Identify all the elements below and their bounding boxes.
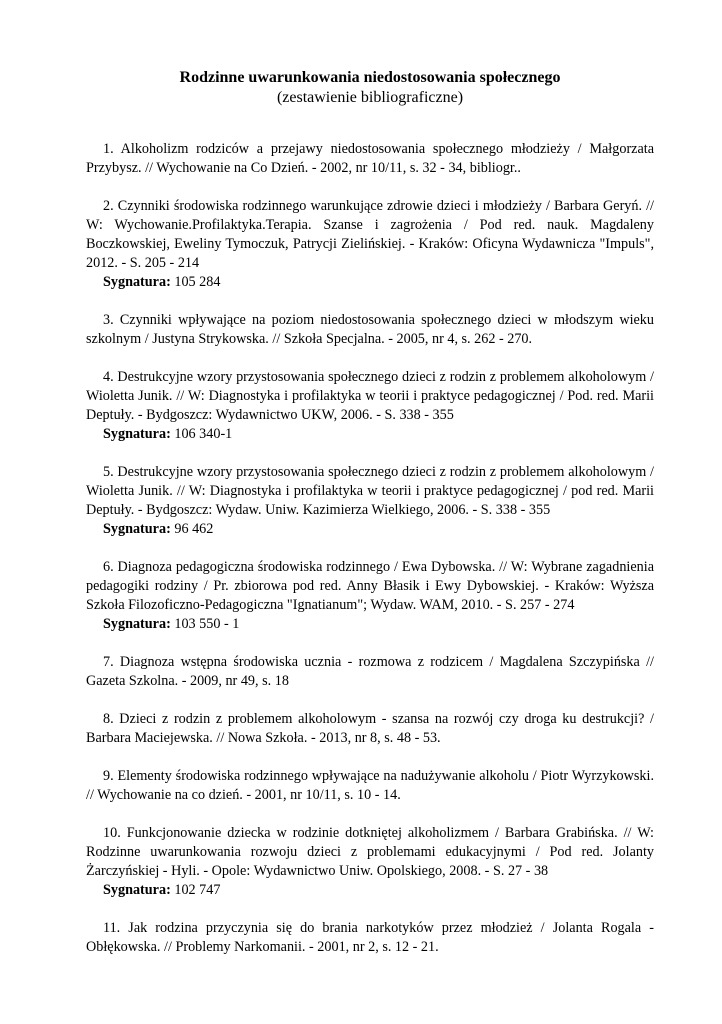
entry-citation: 7. Diagnoza wstępna środowiska ucznia - rozmowa z rodzicem / Magdalena Szczypińska // Gazeta Szkolna. - 2009, nr 49, s. 18 <box>86 654 654 689</box>
entry-citation: 1. Alkoholizm rodziców a przejawy niedostosowania społecznego młodzieży / Małgorzata Przybysz. // Wychowanie na Co Dzień. - 2002, nr 10/11, s. 32 - 34, bibliogr.. <box>86 141 654 176</box>
entry-citation: 8. Dzieci z rodzin z problemem alkoholowym - szansa na rozwój czy droga ku destrukcji? / Barbara Maciejewska. // Nowa Szkoła. - 2013, nr 8, s. 48 - 53. <box>86 711 654 746</box>
bibliography-entry <box>86 197 654 292</box>
signature-value: 96 462 <box>174 521 214 537</box>
entry-citation: 6. Diagnoza pedagogiczna środowiska rodzinnego / Ewa Dybowska. // W: Wybrane zagadnienia pedagogiki rodziny / Pr. zbiorowa pod red. Anny Błasik i Ewy Dybowskiej. - Kraków: Wyższa Szkoła Filozoficzno-Pedagogiczna "Ignatianum"; Wydaw. WAM, 2010. - S. 257 - 274 <box>86 559 654 613</box>
document-page <box>86 68 654 976</box>
bibliography-entry <box>86 463 654 539</box>
entry-citation: 4. Destrukcyjne wzory przystosowania społecznego dzieci z rodzin z problemem alkoholowym / Wioletta Junik. // W: Diagnostyka i profilaktyka w teorii i praktyce pedagogicznej / Pod. red. Marii Deptuły. - Bydgoszcz: Wydawnictwo UKW, 2006. - S. 338 - 355 <box>86 369 654 423</box>
entry-citation: 11. Jak rodzina przyczynia się do brania narkotyków przez młodzież / Jolanta Rogala - Obłękowska. // Problemy Narkomanii. - 2001, nr 2, s. 12 - 21. <box>86 920 654 955</box>
entry-citation: 3. Czynniki wpływające na poziom niedostosowania społecznego dzieci w młodszym wieku szkolnym / Justyna Strykowska. // Szkoła Specjalna. - 2005, nr 4, s. 262 - 270. <box>86 312 654 347</box>
bibliography-entry <box>86 140 654 178</box>
signature-label: Sygnatura: <box>103 521 171 537</box>
signature-label: Sygnatura: <box>103 616 171 632</box>
signature-label: Sygnatura: <box>103 426 171 442</box>
document-subtitle: (zestawienie bibliograficzne) <box>276 89 464 106</box>
entry-signature <box>86 425 654 444</box>
bibliography-entry <box>86 311 654 349</box>
signature-value: 102 747 <box>174 882 221 898</box>
signature-label: Sygnatura: <box>103 882 171 898</box>
signature-label: Sygnatura: <box>103 274 171 290</box>
entry-signature <box>86 615 654 634</box>
document-title: Rodzinne uwarunkowania niedostosowania społecznego <box>179 69 561 86</box>
entry-signature <box>86 273 654 292</box>
bibliography-entry <box>86 558 654 634</box>
bibliography-entry <box>86 710 654 748</box>
signature-value: 105 284 <box>174 274 221 290</box>
entry-signature <box>86 520 654 539</box>
entry-citation: 5. Destrukcyjne wzory przystosowania społecznego dzieci z rodzin z problemem alkoholowym / Wioletta Junik. // W: Diagnostyka i profilaktyka w teorii i praktyce pedagogicznej / pod red. Marii Deptuły. - Bydgoszcz: Wydaw. Uniw. Kazimierza Wielkiego, 2006. - S. 338 - 355 <box>86 464 654 518</box>
signature-value: 106 340-1 <box>174 426 233 442</box>
entry-citation: 9. Elementy środowiska rodzinnego wpływające na nadużywanie alkoholu / Piotr Wyrzykowski. // Wychowanie na co dzień. - 2001, nr 10/11, s. 10 - 14. <box>86 768 654 803</box>
bibliography-entry <box>86 824 654 900</box>
bibliography-entry <box>86 653 654 691</box>
entry-signature <box>86 881 654 900</box>
bibliography-entry <box>86 767 654 805</box>
entry-citation: 2. Czynniki środowiska rodzinnego warunkujące zdrowie dzieci i młodzieży / Barbara Geryń. // W: Wychowanie.Profilaktyka.Terapia. Szanse i zagrożenia / Pod red. nauk. Magdaleny Boczkowskiej, Eweliny Tymoczuk, Patrycji Zielińskiej. - Kraków: Oficyna Wydawnicza "Impuls", 2012. - S. 205 - 214 <box>86 198 654 271</box>
bibliography-entry <box>86 919 654 957</box>
bibliography-entry <box>86 368 654 444</box>
signature-value: 103 550 - 1 <box>174 616 240 632</box>
entry-citation: 10. Funkcjonowanie dziecka w rodzinie dotkniętej alkoholizmem / Barbara Grabińska. // W: Rodzinne uwarunkowania rozwoju dzieci z problemami edukacyjnymi / Pod red. Jolanty Żarczyńskiej - Hyli. - Opole: Wydawnictwo Uniw. Opolskiego, 2008. - S. 27 - 38 <box>86 825 654 879</box>
bibliography-list <box>86 140 654 957</box>
